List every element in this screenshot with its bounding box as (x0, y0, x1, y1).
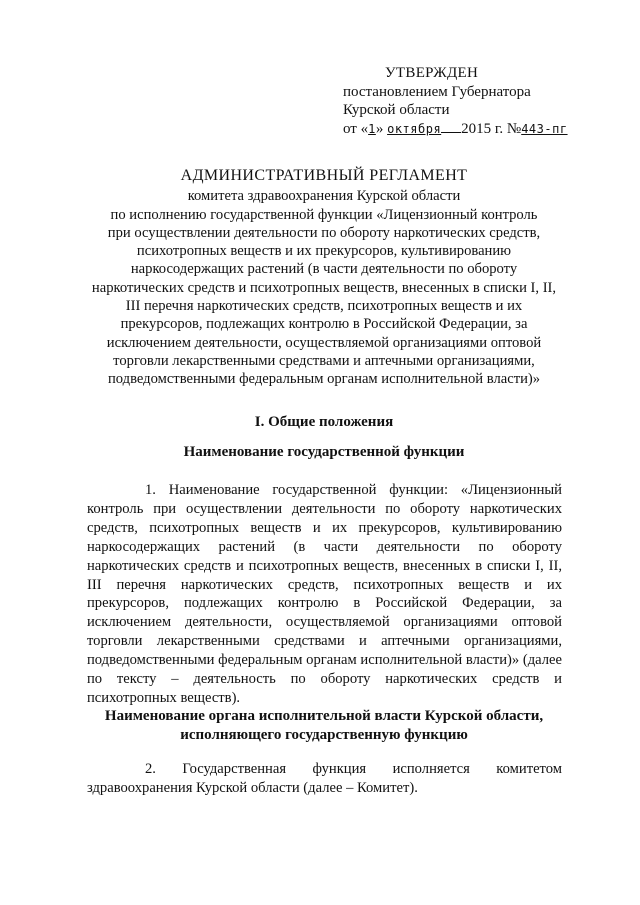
date-day: 1 (368, 121, 376, 136)
subsection-heading-executive-body (84, 707, 564, 744)
title-line: наркосодержащих растений (в части деятельности по обороту (130, 261, 518, 278)
approved-stamp: УТВЕРЖДЕН (385, 65, 479, 81)
title-line: при осуществлении деятельности по обороту наркотических средств, (107, 224, 541, 241)
date-prefix: от « (343, 120, 369, 137)
title-line: наркотических средств и психотропных веществ, внесенных в списки I, II, (91, 279, 557, 296)
section-heading: I. Общие положения (254, 414, 394, 430)
paragraph-2: 2. Государственная функция исполняется комитетом здравоохранения Курской области (далее – Комитет). (87, 761, 562, 796)
paragraph-1: 1. Наименование государственной функции: «Лицензионный контроль при осуществлении деятельности по обороту наркотических средств, психотропных веществ и их прекурсоров, культивированию наркосодержащих растений (в части деятельности по обороту наркотических средств и психотропных веществ, внесенных в списки I, II, III перечня наркотических средств, психотропных веществ и их прекурсоров, подлежащих контролю в Российской Федерации, за исключением деятельности, осуществляемой организациями оптовой торговли лекарственными средствами и аптечными организациями, подведомственными федеральным органам исполнительной власти)» (далее по тексту – деятельность по обороту наркотических средств и психотропных веществ). (87, 482, 562, 706)
title-line: по исполнению государственной функции «Лицензионный контроль (110, 206, 538, 223)
subsection-heading-function-name: Наименование государственной функции (183, 444, 465, 460)
title-line: торговли лекарственными средствами и аптечными организациями, (113, 352, 535, 369)
title-line: исключением деятельности, осуществляемой организациями оптовой (106, 334, 542, 351)
approval-block (343, 64, 633, 138)
date-mid: » (375, 120, 384, 137)
title-line: комитета здравоохранения Курской области (187, 188, 461, 205)
date-month: октября (387, 121, 442, 136)
approval-date-line (343, 120, 633, 139)
approval-line-governor: постановлением Губернатора (343, 83, 531, 100)
date-year: 2015 г. № (461, 120, 522, 137)
document-title: АДМИНИСТРАТИВНЫЙ РЕГЛАМЕНТ (180, 167, 468, 184)
title-line: психотропных веществ и их прекурсоров, культивированию (136, 243, 512, 260)
decree-number: 443-пг (521, 121, 568, 136)
title-line: подведомственными федеральным органам исполнительной власти)» (107, 371, 541, 388)
subsection-heading-line: Наименование органа исполнительной власти Курской области, (104, 708, 544, 724)
document-title-block (84, 167, 564, 389)
title-line: III перечня наркотических средств, психотропных веществ и их (125, 298, 523, 315)
date-blank (441, 132, 461, 133)
subsection-heading-line: исполняющего государственную функцию (180, 726, 468, 743)
approval-line-region: Курской области (343, 102, 450, 118)
title-line: прекурсоров, подлежащих контролю в Российской Федерации, за (120, 316, 528, 333)
